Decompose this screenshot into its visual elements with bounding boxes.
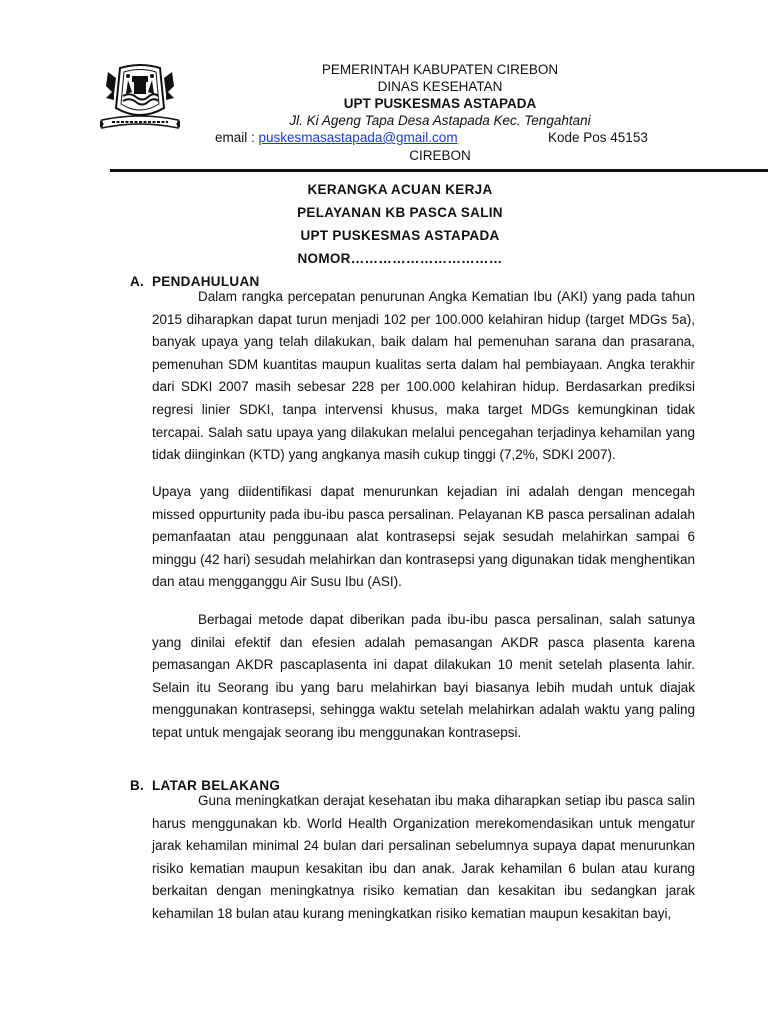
cirebon-regency-emblem-icon <box>98 64 182 140</box>
section-letter: B. <box>130 778 145 793</box>
email-row <box>215 130 458 146</box>
section-title: PENDAHULUAN <box>152 274 260 289</box>
email-label: email : <box>215 130 259 145</box>
section-letter: A. <box>130 274 145 289</box>
paragraph: Berbagai metode dapat diberikan pada ibu-ibu pasca persalinan, salah satunya yang dinilai efektif dan efesien adalah pemasangan AKDR pasca plasenta karena pemasangan AKDR pascaplasenta ini dapat dilakukan 10 menit setelah plasenta lahir. Selain itu Seorang ibu yang baru melahirkan bayi biasanya lebih mudah untuk diajak menggunakan kontrasepsi, sehingga waktu setelah melahirkan adalah waktu yang paling tepat untuk mengajak seorang ibu menggunakan kontrasepsi. <box>152 612 695 740</box>
paragraph: Upaya yang diidentifikasi dapat menurunkan kejadian ini adalah dengan mencegah missed oppurtunity pada ibu-ibu pasca persalinan. Pelayanan KB pasca persalinan adalah pemanfaatan atau penggunaan alat kontrasepsi sejak sesudah melahirkan sampai 6 minggu (42 hari) sesudah melahirkan dan kontrasepsi yang digunakan tidak menghentikan dan atau mengganggu Air Susu Ibu (ASI). <box>152 484 695 590</box>
institution-address <box>200 113 680 129</box>
document-institution: UPT PUSKESMAS ASTAPADA <box>300 228 500 243</box>
paragraph: Dalam rangka percepatan penurunan Angka Kematian Ibu (AKI) yang pada tahun 2015 diharapkan dapat turun menjadi 102 per 100.000 kelahiran hidup (target MDGs 5a), banyak upaya yang telah dilakukan, baik dalam hal pemenuhan sarana dan prasarana, pemenuhan SDM kuantitas maupun kualitas serta dalam hal pembiayaan. Angka terakhir dari SDKI 2007 masih sebesar 228 per 100.000 kelahiran hidup. Berdasarkan prediksi regresi linier SDKI, tanpa intervensi khusus, maka target MDGs kemungkinan tidak tercapai. Salah satu upaya yang dilakukan melalui pencegahan terjadinya kehamilan yang tidak diinginkan (KTD) yang angkanya masih cukup tinggi (7,2%, SDKI 2007). <box>152 289 695 463</box>
section-title: LATAR BELAKANG <box>152 778 281 793</box>
address-text: Jl. Ki Ageng Tapa Desa Astapada Kec. Tengahtani <box>289 113 591 128</box>
postal-code: Kode Pos 45153 <box>548 130 648 145</box>
document-title: KERANGKA ACUAN KERJA <box>307 182 493 197</box>
government-name: PEMERINTAH KABUPATEN CIREBON <box>321 62 559 77</box>
institution-name: UPT PUSKESMAS ASTAPADA <box>343 96 537 111</box>
document-number: NOMOR…………………………… <box>297 251 503 266</box>
letterhead-divider <box>110 169 768 172</box>
city-name: CIREBON <box>409 148 471 163</box>
document-subtitle: PELAYANAN KB PASCA SALIN <box>297 205 503 220</box>
email-link[interactable]: puskesmasastapada@gmail.com <box>258 130 458 145</box>
agency-name: DINAS KESEHATAN <box>377 79 503 94</box>
paragraph: Guna meningkatkan derajat kesehatan ibu maka diharapkan setiap ibu pasca salin harus menggunakan kb. World Health Organization merekomendasikan untuk mengatur jarak kehamilan minimal 24 bulan dari persalinan sebelumnya supaya dapat menurunkan risiko kematian maupun kesakitan ibu dan anak. Jarak kehamilan 6 bulan atau kurang berkaitan dengan meningkatnya risiko kematian dan kesakitan ibu sedangkan jarak kehamilan 18 bulan atau kurang meningkatkan risiko kematian maupun kesakitan bayi, <box>152 793 695 921</box>
